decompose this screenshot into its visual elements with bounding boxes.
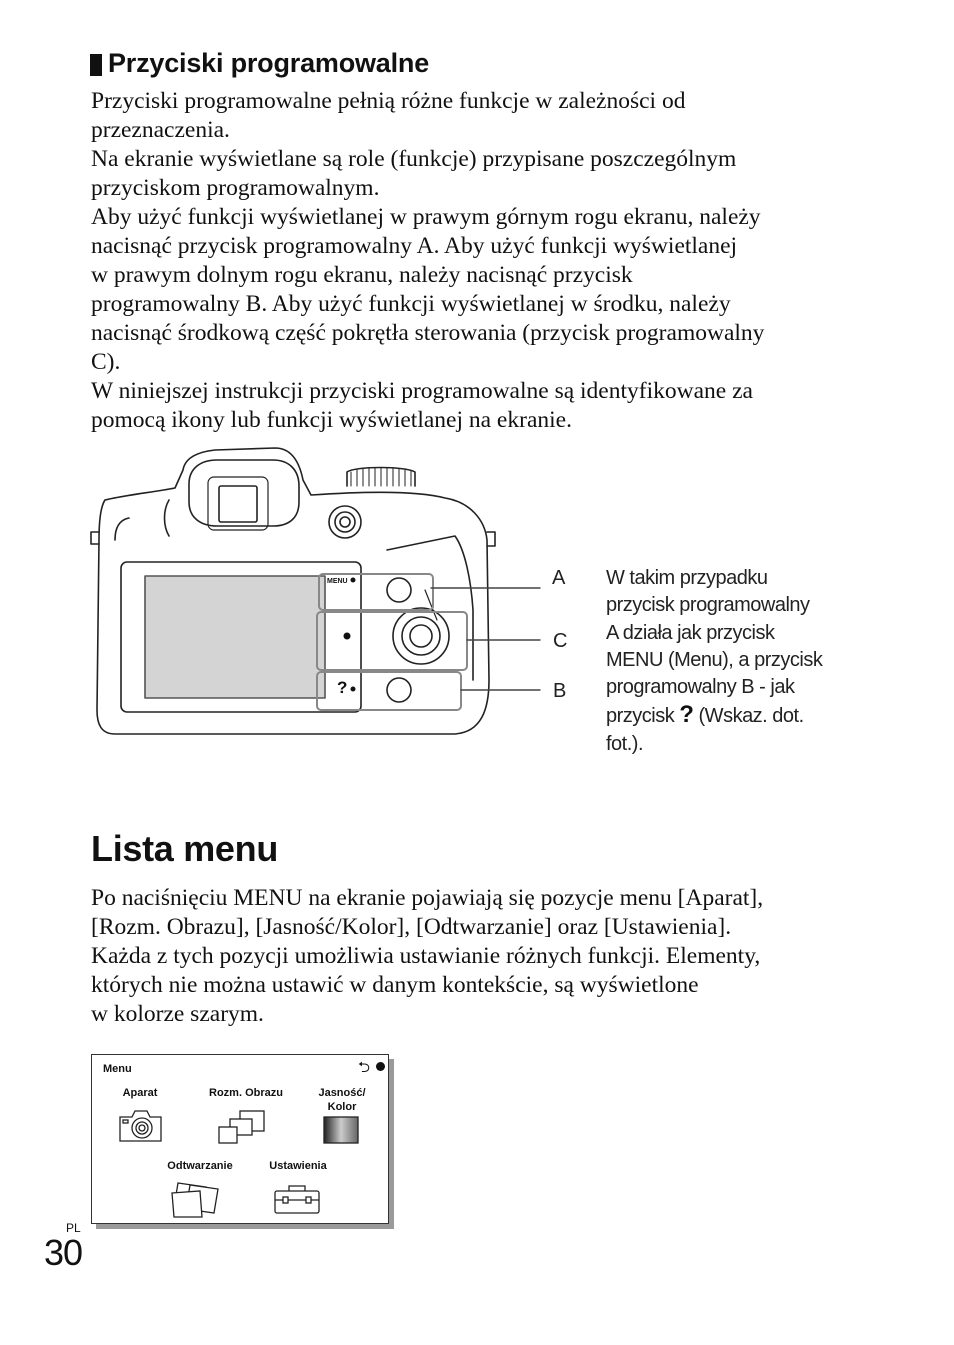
text-line: przeznaczenia. [91,117,230,143]
menu-item-jasnosc-line: Jasność/ [318,1087,366,1099]
text-line: przyciskom programowalnym. [91,175,380,201]
text-line: nacisnąć przycisk programowalny A. Aby użyć funkcji wyświetlanej [91,233,738,259]
brightness-color-icon [322,1115,360,1145]
text-line: nacisnąć środkową część pokrętła sterowania (przycisk programowalny [91,320,765,346]
lista-paragraph [91,884,851,1029]
section-marker [90,54,102,76]
menu-item-jasnosc-label [308,1086,376,1114]
text-line: Każda z tych pozycji umożliwia ustawianie różnych funkcji. Elementy, [91,943,761,969]
section-heading: Przyciski programowalne [108,48,430,78]
text-line: Na ekranie wyświetlane są role (funkcje) przypisane poszczególnym [91,146,737,172]
note-line: A działa jak przycisk [606,621,775,644]
menu-item-odtwarzanie-label: Odtwarzanie [167,1160,233,1172]
text-line: programowalny B. Aby użyć funkcji wyświetlanej w środku, należy [91,291,731,317]
note-text: (Wskaz. dot. [693,705,804,728]
intro-paragraph [91,87,851,435]
menu-item-rozm-label: Rozm. Obrazu [209,1087,283,1099]
figure-note [606,565,856,758]
note-text: przycisk [606,705,680,728]
lista-heading: Lista menu [91,828,279,869]
note-line: przycisk programowalny [606,594,810,617]
menu-screen [91,1054,389,1224]
callout-c: C [553,630,568,652]
image-size-icon [216,1109,266,1145]
note-line: W takim przypadku [606,567,768,589]
menu-item-ustawienia-label: Ustawienia [269,1160,327,1172]
callout-a: A [552,567,566,589]
note-line: fot.). [606,732,644,755]
note-line [606,701,856,730]
camera-back-illustration [85,440,568,745]
text-line: których nie można ustawić w danym kontekście, są wyświetlone [91,972,699,998]
text-line: pomocą ikony lub funkcji wyświetlanej na ekranie. [91,407,572,433]
text-line: W niniejszej instrukcji przyciski programowalne są identyfikowane za [91,378,753,404]
text-line: Przyciski programowalne pełnią różne funkcje w zależności od [91,88,686,114]
page-number: 30 [44,1232,83,1273]
text-line: C). [91,349,121,375]
screen-menu-label: MENU [327,578,348,585]
menu-item-jasnosc-line: Kolor [327,1101,357,1113]
text-line: Aby użyć funkcji wyświetlanej w prawym górnym rogu ekranu, należy [91,204,761,230]
language-code: PL [66,1221,81,1235]
callout-b: B [553,680,567,702]
camera-icon [118,1107,164,1143]
note-line: programowalny B - jak [606,676,795,699]
toolbox-icon [272,1183,322,1215]
text-line: Po naciśnięciu MENU na ekranie pojawiają się pozycje menu [Aparat], [91,885,764,911]
note-line: MENU (Menu), a przycisk [606,648,823,671]
menu-screen-title: Menu [103,1063,132,1075]
playback-icon [168,1179,224,1219]
text-line: w kolorze szarym. [91,1001,264,1027]
back-icon: ⮌ [358,1058,371,1076]
center-button-icon [376,1062,385,1071]
text-line: [Rozm. Obrazu], [Jasność/Kolor], [Odtwarzanie] oraz [Ustawienia]. [91,914,732,940]
screen-help-label: ? [337,678,348,697]
help-question-icon: ? [679,701,694,729]
menu-item-aparat-label: Aparat [122,1087,158,1099]
text-line: w prawym dolnym rogu ekranu, należy nacisnąć przycisk [91,262,633,288]
